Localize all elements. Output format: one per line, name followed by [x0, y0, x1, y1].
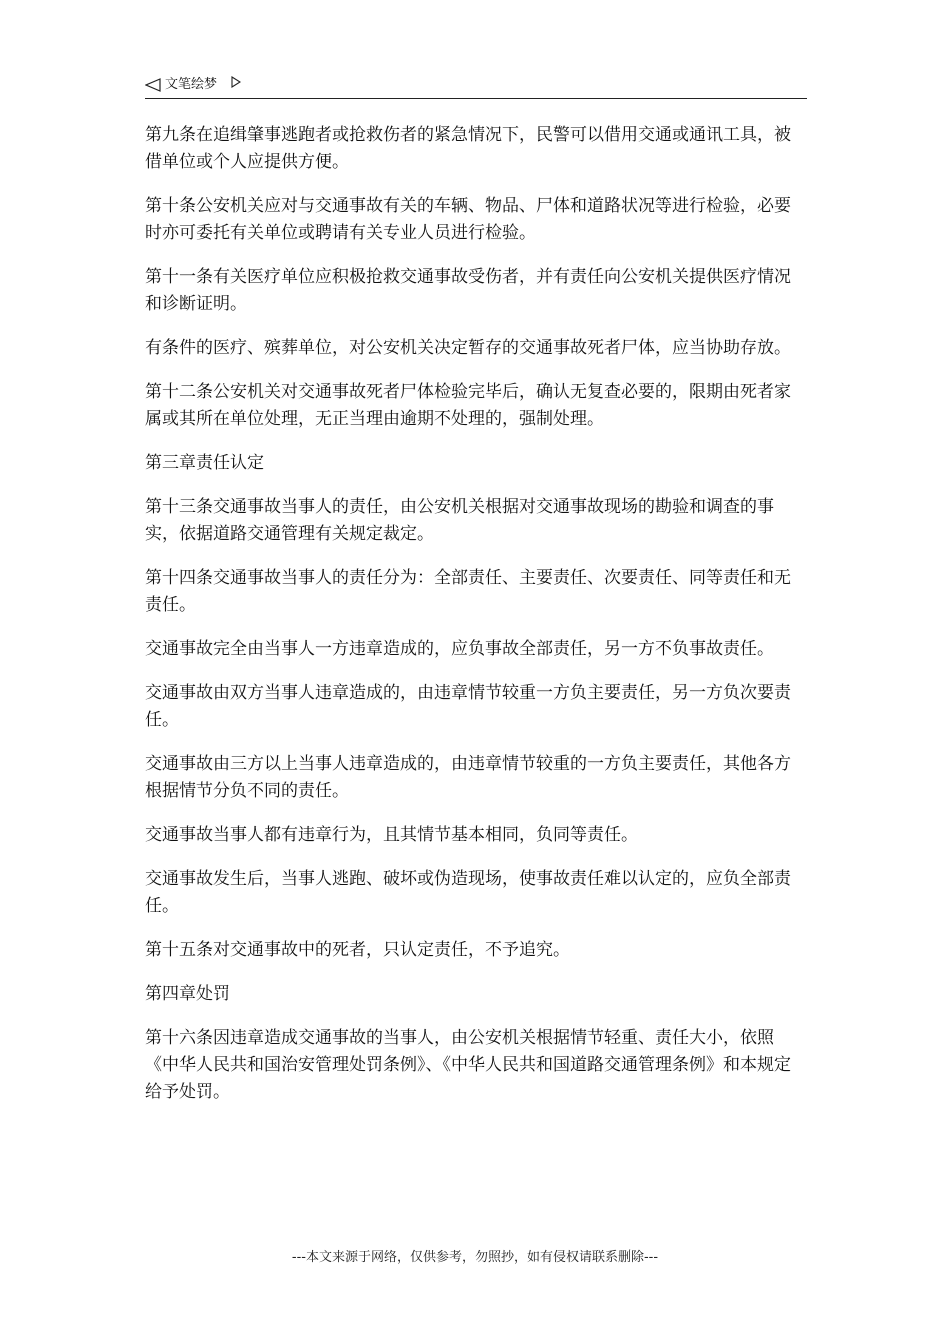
document-body	[145, 122, 807, 1123]
paragraph: 交通事故由双方当事人违章造成的，由违章情节较重一方负主要责任，另一方负次要责任。	[145, 683, 791, 730]
triangle-left-icon	[145, 78, 161, 97]
paragraph: 有条件的医疗、殡葬单位，对公安机关决定暂存的交通事故死者尸体，应当协助存放。	[145, 338, 791, 358]
header-brand: 文笔绘梦	[165, 77, 218, 92]
paragraph: 交通事故发生后，当事人逃跑、破坏或伪造现场，使事故责任难以认定的，应负全部责任。	[145, 869, 791, 916]
triangle-right-icon	[231, 76, 241, 93]
paragraph: 第十四条交通事故当事人的责任分为：全部责任、主要责任、次要责任、同等责任和无责任。	[145, 568, 791, 615]
paragraph: 交通事故由三方以上当事人违章造成的，由违章情节较重的一方负主要责任，其他各方根据情节分负不同的责任。	[145, 754, 791, 801]
paragraph: 交通事故完全由当事人一方违章造成的，应负事故全部责任，另一方不负事故责任。	[145, 639, 774, 659]
paragraph: 交通事故当事人都有违章行为，且其情节基本相同，负同等责任。	[145, 825, 638, 845]
paragraph: 第十三条交通事故当事人的责任，由公安机关根据对交通事故现场的勘验和调查的事实，依据道路交通管理有关规定裁定。	[145, 497, 774, 544]
paragraph: 第十五条对交通事故中的死者，只认定责任，不予追究。	[145, 940, 570, 960]
page-footer: ---本文来源于网络，仅供参考，勿照抄，如有侵权请联系删除---	[291, 1250, 659, 1265]
paragraph: 第十条公安机关应对与交通事故有关的车辆、物品、尸体和道路状况等进行检验，必要时亦可委托有关单位或聘请有关专业人员进行检验。	[145, 196, 791, 243]
chapter-heading: 第四章处罚	[145, 984, 230, 1004]
paragraph: 第十一条有关医疗单位应积极抢救交通事故受伤者，并有责任向公安机关提供医疗情况和诊断证明。	[145, 267, 791, 314]
page-header	[145, 76, 807, 99]
paragraph: 第十六条因违章造成交通事故的当事人，由公安机关根据情节轻重、责任大小，依照《中华人民共和国治安管理处罚条例》、《中华人民共和国道路交通管理条例》和本规定给予处罚。	[145, 1028, 791, 1102]
paragraph: 第九条在追缉肇事逃跑者或抢救伤者的紧急情况下，民警可以借用交通或通讯工具，被借单位或个人应提供方便。	[145, 125, 791, 172]
chapter-heading: 第三章责任认定	[145, 453, 264, 473]
paragraph: 第十二条公安机关对交通事故死者尸体检验完毕后，确认无复查必要的，限期由死者家属或其所在单位处理，无正当理由逾期不处理的，强制处理。	[145, 382, 791, 429]
